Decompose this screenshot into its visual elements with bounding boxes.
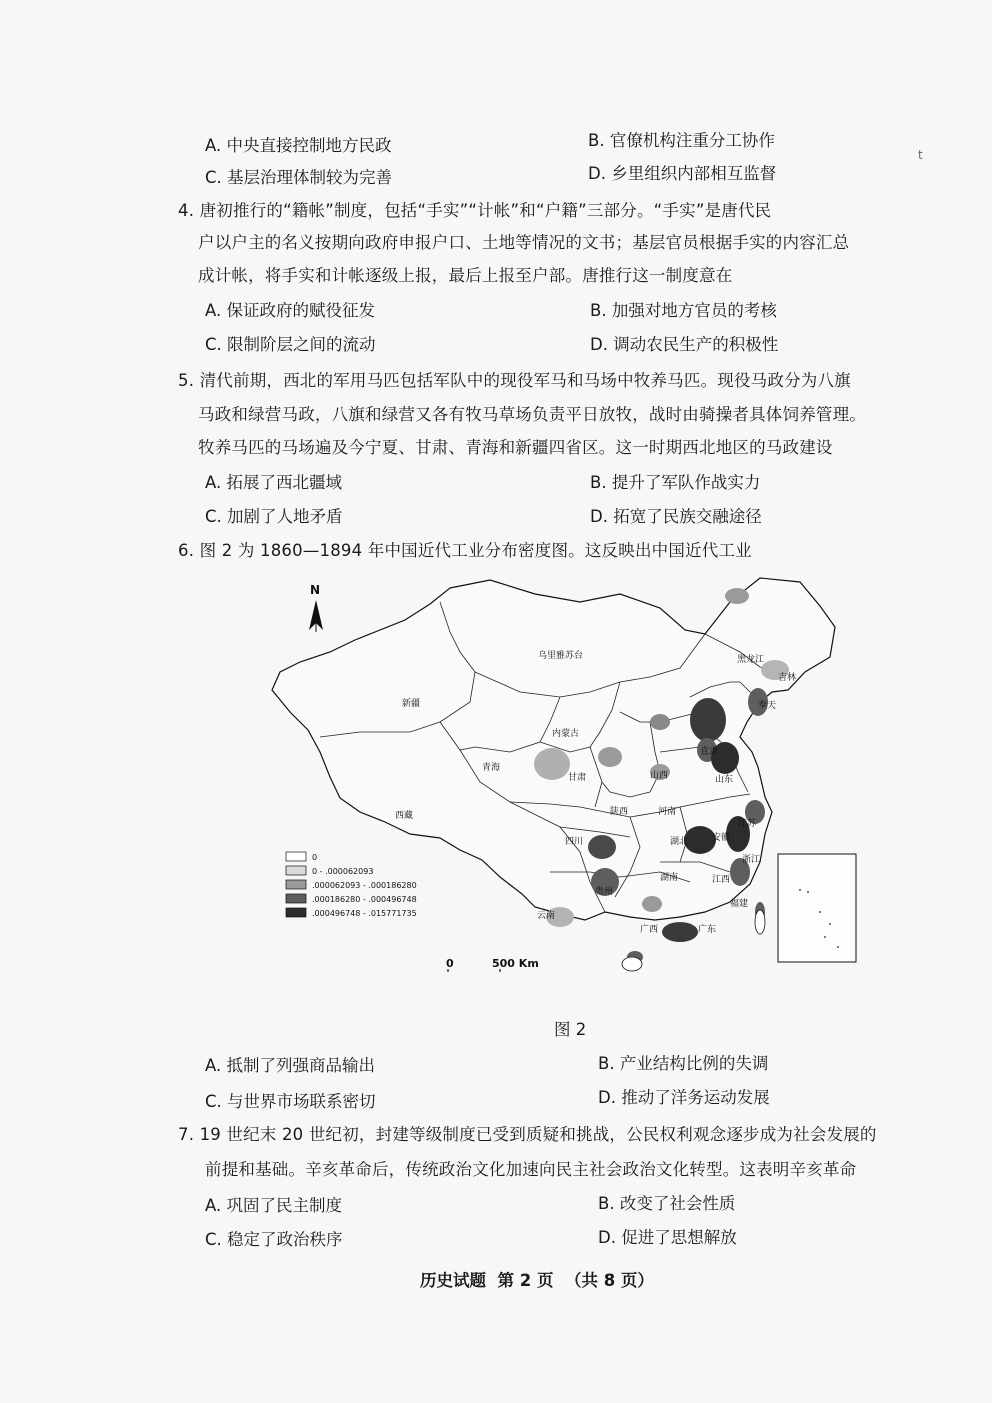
q5-option-c[interactable] bbox=[205, 503, 343, 527]
q5-stem-line-2: 马政和绿营马政，八旗和绿营又各有牧马草场负责平日放牧，战时由骑操者具体饲养管理。 bbox=[198, 405, 866, 424]
region-label: 西藏 bbox=[395, 811, 414, 821]
option-text: 稳定了政治秩序 bbox=[227, 1230, 343, 1249]
q4-option-d[interactable] bbox=[590, 331, 778, 355]
q4-option-a[interactable] bbox=[205, 297, 375, 321]
option-letter: D. bbox=[590, 335, 608, 354]
option-text: 中央直接控制地方民政 bbox=[226, 136, 392, 155]
option-letter: C. bbox=[205, 507, 222, 526]
legend-label: .000186280 - .000496748 bbox=[312, 895, 417, 904]
legend-swatch bbox=[286, 866, 306, 875]
region-label: 奉天 bbox=[758, 701, 777, 711]
option-letter: D. bbox=[598, 1228, 616, 1247]
option-letter: D. bbox=[598, 1088, 616, 1107]
option-letter: A. bbox=[205, 1056, 222, 1075]
taiwan-island bbox=[755, 910, 765, 934]
option-letter: A. bbox=[205, 1196, 222, 1215]
region-label: 内蒙古 bbox=[552, 729, 580, 739]
north-label: N bbox=[310, 583, 321, 597]
region-label: 新疆 bbox=[402, 699, 421, 709]
option-text: 促进了思想解放 bbox=[621, 1228, 737, 1247]
q7-stem-line-1: 7. 19 世纪末 20 世纪初，封建等级制度已受到质疑和挑战，公民权利观念逐步成为社会发展的 bbox=[178, 1125, 877, 1144]
q7-option-b[interactable] bbox=[598, 1190, 735, 1214]
region-label: 湖北 bbox=[670, 837, 689, 847]
region-label: 直隶 bbox=[700, 747, 719, 757]
option-letter: C. bbox=[205, 1230, 222, 1249]
south-china-sea-inset bbox=[778, 854, 856, 962]
option-letter: C. bbox=[205, 168, 222, 187]
q4-option-b[interactable] bbox=[590, 297, 777, 321]
q4-stem-line-1: 4. 唐初推行的“籍帐”制度，包括“手实”“计帐”和“户籍”三部分。“手实”是唐代民 bbox=[178, 201, 772, 220]
region-label: 湖南 bbox=[660, 873, 679, 883]
option-text: 乡里组织内部相互监督 bbox=[611, 164, 777, 183]
option-letter: D. bbox=[588, 164, 606, 183]
legend bbox=[286, 852, 417, 918]
industry-density-map bbox=[260, 572, 880, 972]
option-letter: A. bbox=[205, 136, 222, 155]
legend-label: .000496748 - .015771735 bbox=[312, 909, 417, 918]
region-label: 云南 bbox=[537, 911, 556, 921]
option-text: 调动农民生产的积极性 bbox=[613, 335, 779, 354]
q5-option-d[interactable] bbox=[590, 503, 762, 527]
region-label: 青海 bbox=[482, 763, 501, 773]
region-label: 贵州 bbox=[595, 887, 614, 897]
legend-swatch bbox=[286, 908, 306, 917]
region-label: 四川 bbox=[565, 837, 584, 847]
legend-label: 0 bbox=[312, 853, 318, 862]
q3-option-d[interactable] bbox=[588, 160, 776, 184]
q3-option-b[interactable] bbox=[588, 127, 775, 151]
region-label: 山东 bbox=[715, 775, 734, 785]
region-label: 河南 bbox=[658, 807, 677, 817]
region-label: 乌里雅苏台 bbox=[538, 651, 584, 661]
scale-bar bbox=[446, 957, 539, 972]
figure-caption: 图 2 bbox=[554, 1020, 587, 1039]
q6-option-a[interactable] bbox=[205, 1052, 375, 1076]
legend-swatch bbox=[286, 852, 306, 861]
q4-option-c[interactable] bbox=[205, 331, 376, 355]
region-label: 吉林 bbox=[778, 673, 797, 683]
option-text: 拓展了西北疆域 bbox=[226, 473, 342, 492]
q4-stem-line-2: 户以户主的名义按期向政府申报户口、土地等情况的文书；基层官员根据手实的内容汇总 bbox=[198, 233, 850, 252]
option-letter: B. bbox=[588, 131, 605, 150]
option-letter: A. bbox=[205, 473, 222, 492]
option-text: 产业结构比例的失调 bbox=[619, 1054, 769, 1073]
option-text: 保证政府的赋役征发 bbox=[226, 301, 375, 320]
option-letter: C. bbox=[205, 335, 222, 354]
q5-stem-line-3: 牧养马匹的马场遍及今宁夏、甘肃、青海和新疆四省区。这一时期西北地区的马政建设 bbox=[198, 438, 833, 457]
legend-swatch bbox=[286, 880, 306, 889]
q7-option-a[interactable] bbox=[205, 1192, 342, 1216]
region-label: 陕西 bbox=[610, 807, 629, 817]
region-label: 福建 bbox=[730, 899, 749, 909]
q7-option-c[interactable] bbox=[205, 1226, 343, 1250]
page-footer: 历史试题 第 2 页 （共 8 页） bbox=[420, 1271, 654, 1290]
margin-mark: t bbox=[918, 148, 923, 162]
option-text: 提升了军队作战实力 bbox=[611, 473, 761, 492]
option-text: 加剧了人地矛盾 bbox=[227, 507, 343, 526]
option-letter: B. bbox=[590, 473, 607, 492]
option-text: 限制阶层之间的流动 bbox=[227, 335, 376, 354]
q7-stem-line-2: 前提和基础。辛亥革命后，传统政治文化加速向民主社会政治文化转型。这表明辛亥革命 bbox=[205, 1160, 857, 1179]
region-label: 江西 bbox=[712, 875, 731, 885]
legend-label: 0 - .000062093 bbox=[312, 867, 374, 876]
region-label: 广东 bbox=[698, 925, 717, 935]
option-letter: A. bbox=[205, 301, 222, 320]
legend-swatch bbox=[286, 894, 306, 903]
q3-option-c[interactable] bbox=[205, 164, 392, 188]
option-text: 与世界市场联系密切 bbox=[227, 1092, 376, 1111]
q7-option-d[interactable] bbox=[598, 1224, 737, 1248]
q6-stem: 6. 图 2 为 1860—1894 年中国近代工业分布密度图。这反映出中国近代工业 bbox=[178, 541, 752, 560]
scale-zero: 0 bbox=[446, 957, 454, 970]
option-letter: C. bbox=[205, 1092, 222, 1111]
legend-label: .000062093 - .000186280 bbox=[312, 881, 417, 890]
option-text: 抵制了列强商品输出 bbox=[226, 1056, 375, 1075]
region-label: 黑龙江 bbox=[737, 655, 765, 665]
q6-option-b[interactable] bbox=[598, 1050, 768, 1074]
option-letter: B. bbox=[598, 1194, 615, 1213]
north-arrow-icon bbox=[309, 600, 323, 632]
region-label: 江苏 bbox=[738, 819, 757, 829]
q6-option-d[interactable] bbox=[598, 1084, 770, 1108]
scale-label: 500 Km bbox=[492, 957, 539, 970]
q5-stem-line-1: 5. 清代前期，西北的军用马匹包括军队中的现役军马和马场中牧养马匹。现役马政分为八旗 bbox=[178, 371, 851, 390]
option-text: 拓宽了民族交融途径 bbox=[613, 507, 762, 526]
option-text: 基层治理体制较为完善 bbox=[227, 168, 393, 187]
hainan-island bbox=[622, 957, 642, 971]
option-text: 改变了社会性质 bbox=[619, 1194, 736, 1213]
q6-option-c[interactable] bbox=[205, 1088, 376, 1112]
option-letter: B. bbox=[590, 301, 607, 320]
q5-option-a[interactable] bbox=[205, 469, 342, 493]
option-text: 官僚机构注重分工协作 bbox=[609, 131, 775, 150]
option-letter: B. bbox=[598, 1054, 615, 1073]
option-letter: D. bbox=[590, 507, 608, 526]
region-label: 广西 bbox=[640, 925, 659, 935]
region-label: 甘肃 bbox=[568, 773, 587, 783]
region-label: 山西 bbox=[650, 771, 669, 781]
region-label: 安徽 bbox=[712, 833, 731, 843]
region-label: 浙江 bbox=[742, 855, 761, 865]
option-text: 加强对地方官员的考核 bbox=[611, 301, 777, 320]
q3-option-a[interactable] bbox=[205, 132, 392, 156]
option-text: 巩固了民主制度 bbox=[226, 1196, 342, 1215]
q4-stem-line-3: 成计帐，将手实和计帐逐级上报，最后上报至户部。唐推行这一制度意在 bbox=[198, 266, 733, 285]
q5-option-b[interactable] bbox=[590, 469, 760, 493]
option-text: 推动了洋务运动发展 bbox=[621, 1088, 770, 1107]
